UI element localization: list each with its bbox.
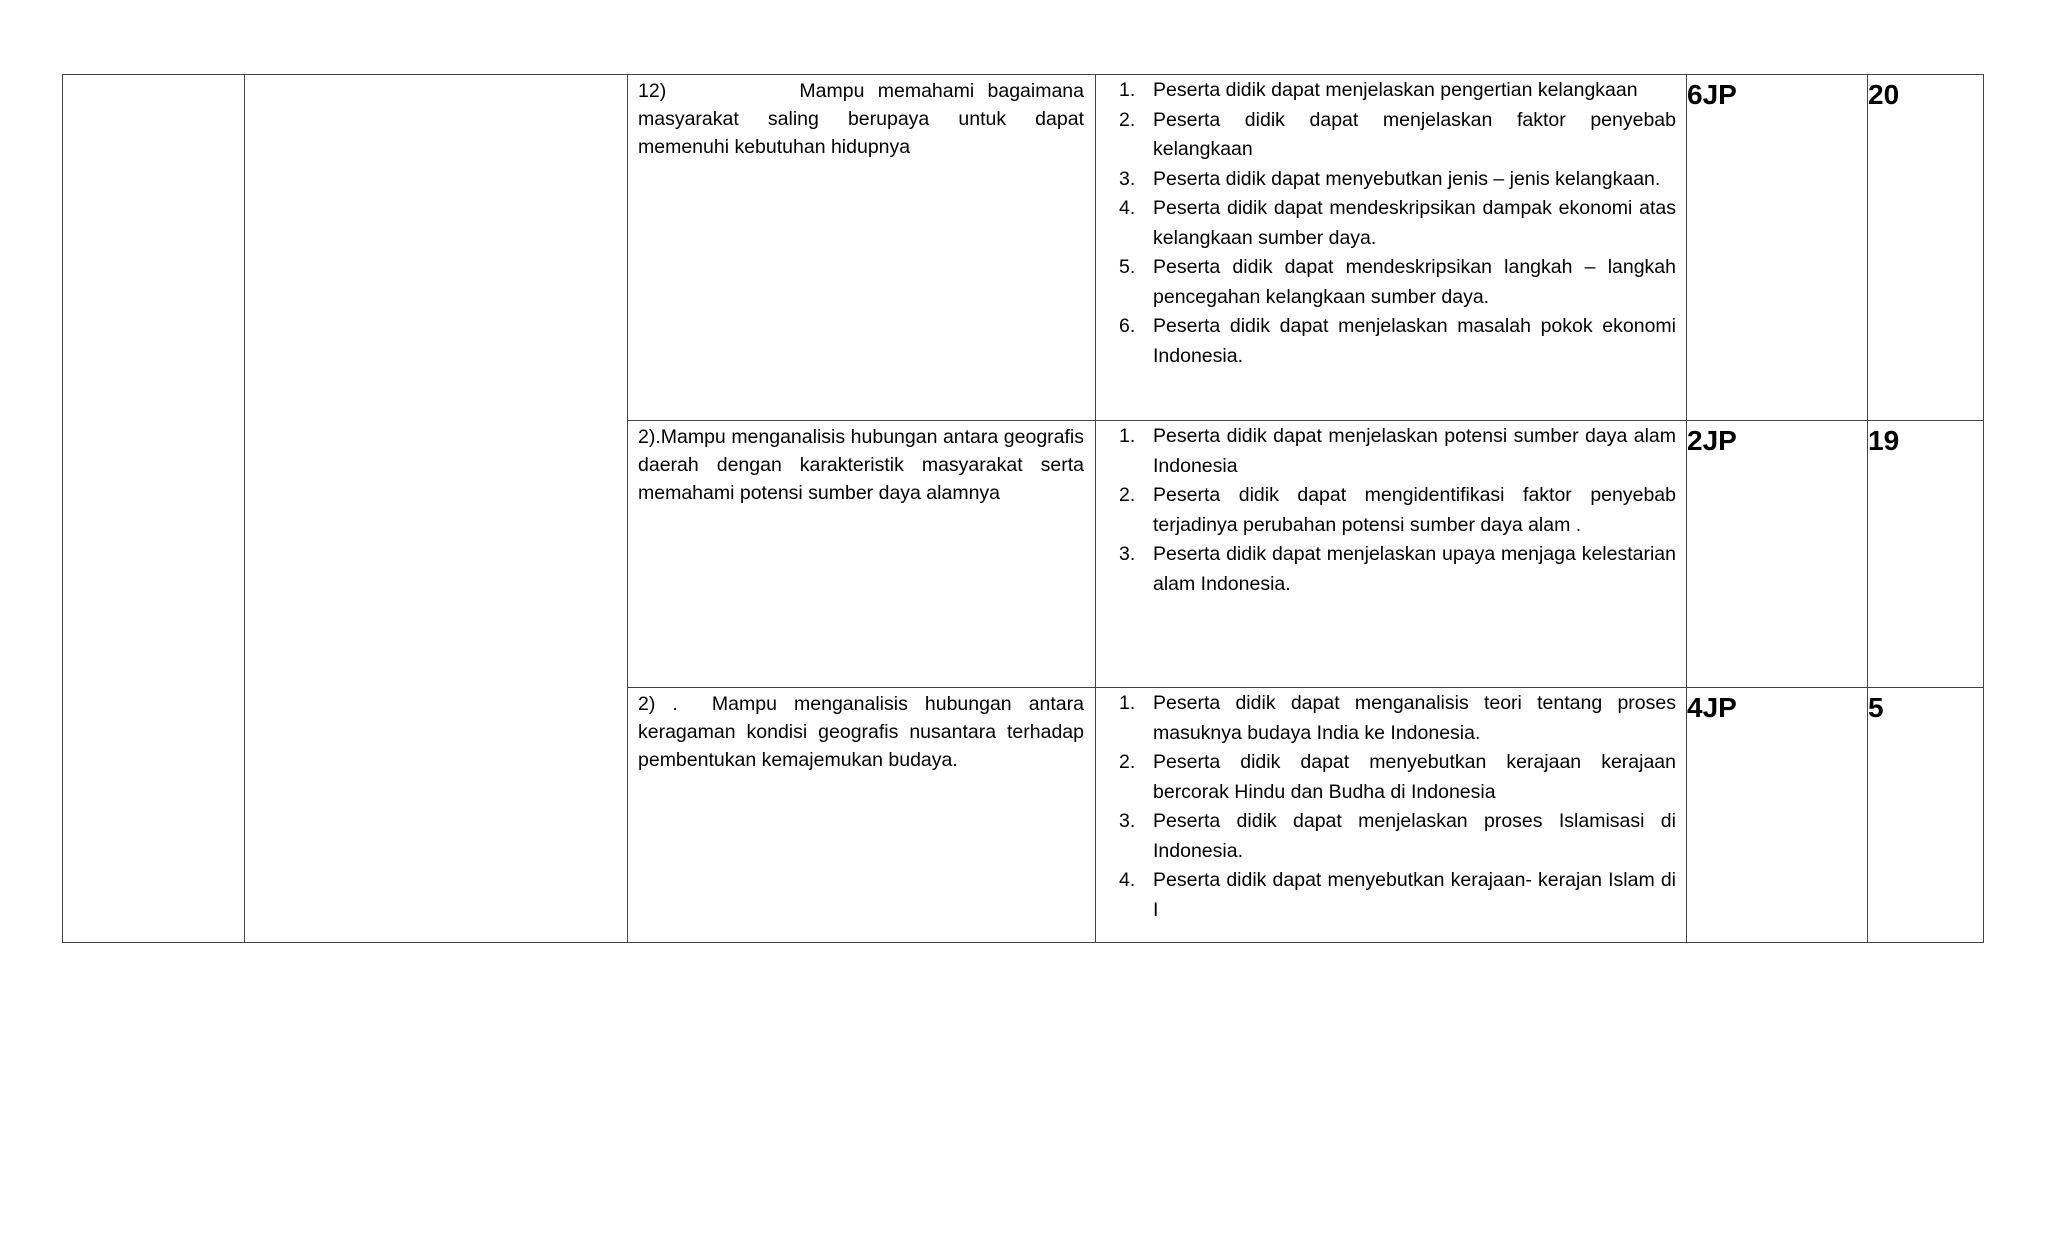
list-item — [1106, 689, 1676, 748]
list-item — [1106, 106, 1676, 165]
empty-first-column-cell — [63, 75, 245, 943]
list-number: 2. — [1119, 751, 1136, 773]
indicator-list — [1096, 421, 1686, 599]
list-item — [1106, 194, 1676, 253]
list-item — [1106, 748, 1676, 807]
list-item — [1106, 76, 1676, 106]
empty-second-column-cell — [245, 75, 628, 943]
indicator-cell — [1096, 75, 1687, 421]
list-number: 1. — [1119, 692, 1136, 714]
indicator-text: Peserta didik dapat menganalisis teori tentang proses masuknya budaya India ke Indonesia. — [1153, 692, 1676, 744]
list-number: 4. — [1119, 869, 1136, 891]
competency-text: 2) . Mampu menganalisis hubungan antara keragaman kondisi geografis nusantara terhadap pembentukan kemajemukan budaya. — [638, 693, 1090, 771]
indicator-text: Peserta didik dapat menyebutkan kerajaan kerajaan bercorak Hindu dan Budha di Indonesia — [1153, 751, 1676, 803]
list-item — [1106, 253, 1676, 312]
indicator-list — [1096, 688, 1686, 925]
indicator-text: Peserta didik dapat menjelaskan pengertian kelangkaan — [1153, 79, 1638, 101]
lesson-hours-cell: 4JP — [1687, 688, 1868, 943]
indicator-text: Peserta didik dapat menjelaskan proses Islamisasi di Indonesia. — [1153, 810, 1676, 862]
lesson-hours-cell: 6JP — [1687, 75, 1868, 421]
indicator-text: Peserta didik dapat mendeskripsikan langkah – langkah pencegahan kelangkaan sumber daya. — [1153, 256, 1676, 308]
list-number: 6. — [1119, 315, 1136, 337]
competency-cell — [628, 688, 1096, 943]
competency-text: 2).Mampu menganalisis hubungan antara geografis daerah dengan karakteristik masyarakat serta memahami potensi sumber daya alamnya — [638, 426, 1084, 504]
week-number-cell: 20 — [1868, 75, 1984, 421]
table-row — [63, 75, 1984, 421]
indicator-text: Peserta didik dapat menjelaskan masalah pokok ekonomi Indonesia. — [1153, 315, 1676, 367]
indicator-text: Peserta didik dapat mengidentifikasi faktor penyebab terjadinya perubahan potensi sumber daya alam . — [1153, 484, 1676, 536]
indicator-text: Peserta didik dapat mendeskripsikan dampak ekonomi atas kelangkaan sumber daya. — [1153, 197, 1676, 249]
indicator-cell — [1096, 688, 1687, 943]
list-item — [1106, 312, 1676, 371]
list-number: 3. — [1119, 167, 1136, 190]
week-number-cell: 19 — [1868, 421, 1984, 688]
list-item — [1106, 422, 1676, 481]
list-number: 2. — [1119, 108, 1136, 131]
list-number: 5. — [1119, 256, 1136, 278]
list-number: 2. — [1119, 484, 1136, 506]
indicator-text: Peserta didik dapat menyebutkan jenis – jenis kelangkaan. — [1153, 167, 1661, 190]
indicator-text: Peserta didik dapat menjelaskan potensi sumber daya alam Indonesia — [1153, 425, 1676, 477]
indicator-text: Peserta didik dapat menyebutkan kerajaan- kerajan Islam di I — [1153, 869, 1676, 921]
list-item — [1106, 540, 1676, 599]
competency-cell — [628, 421, 1096, 688]
list-number: 3. — [1119, 543, 1136, 565]
list-number: 1. — [1119, 425, 1136, 447]
week-number-cell: 5 — [1868, 688, 1984, 943]
list-item — [1106, 866, 1676, 925]
indicator-cell — [1096, 421, 1687, 688]
indicator-text: Peserta didik dapat menjelaskan faktor penyebab kelangkaan — [1153, 108, 1676, 160]
list-number: 1. — [1119, 79, 1136, 101]
list-number: 3. — [1119, 810, 1136, 832]
list-item — [1106, 481, 1676, 540]
list-item — [1106, 165, 1676, 195]
competency-cell — [628, 75, 1096, 421]
list-number: 4. — [1119, 197, 1136, 219]
list-item — [1106, 807, 1676, 866]
lesson-hours-cell: 2JP — [1687, 421, 1868, 688]
syllabus-table — [62, 74, 1984, 943]
indicator-text: Peserta didik dapat menjelaskan upaya menjaga kelestarian alam Indonesia. — [1153, 543, 1676, 595]
competency-text: 12) Mampu memahami bagaimana masyarakat saling berupaya untuk dapat memenuhi kebutuhan hidupnya — [638, 80, 1090, 158]
indicator-list — [1096, 75, 1686, 371]
